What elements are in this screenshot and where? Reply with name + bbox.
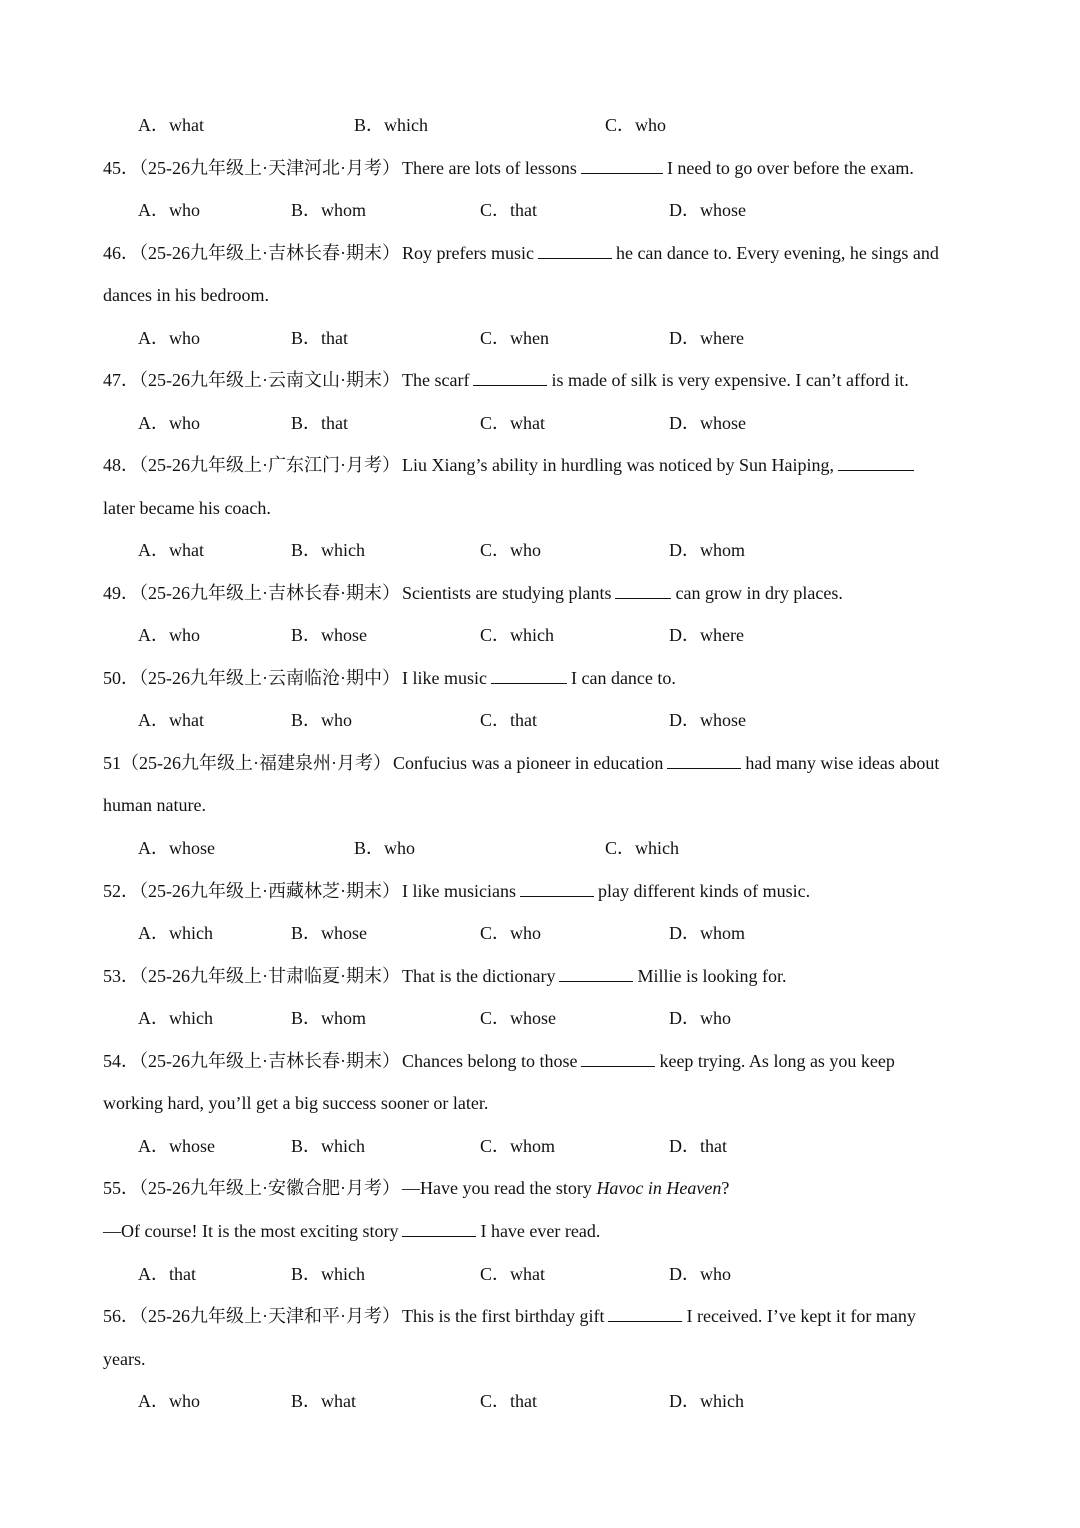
- question-source: （25-26九年级上·吉林长春·期末）: [139, 583, 400, 603]
- question-50-stem: [103, 665, 676, 691]
- stem-text: I like musicians: [401, 881, 516, 901]
- option-b: B．that: [291, 413, 348, 433]
- question-number: 53．: [103, 966, 139, 986]
- option-c: C．who: [605, 115, 667, 135]
- option-d: D．where: [669, 328, 744, 348]
- stem-text: I have ever read.: [480, 1221, 601, 1241]
- option-b: B．which: [291, 540, 365, 560]
- option-d: D．where: [669, 625, 744, 645]
- question-54-stem-line2: [103, 1090, 488, 1116]
- option-a: A．who: [138, 625, 200, 645]
- option-a: A．what: [138, 540, 204, 560]
- question-number: 52．: [103, 881, 139, 901]
- option-a: A．what: [138, 115, 204, 135]
- option-d: D．that: [669, 1136, 727, 1156]
- question-number: 45．: [103, 158, 139, 178]
- question-number: 55．: [103, 1178, 139, 1198]
- option-b: B．whose: [291, 625, 367, 645]
- question-number: 54．: [103, 1051, 139, 1071]
- answer-blank: [538, 241, 612, 259]
- question-source: （25-26九年级上·吉林长春·期末）: [139, 1051, 400, 1071]
- question-number: 49．: [103, 583, 139, 603]
- option-d: D．which: [669, 1391, 744, 1411]
- stem-text: can grow in dry places.: [675, 583, 843, 603]
- question-number: 56．: [103, 1306, 139, 1326]
- answer-blank: [473, 368, 547, 386]
- option-c: C．whom: [480, 1136, 556, 1156]
- question-45-stem: [103, 155, 914, 181]
- stem-text: had many wise ideas about: [745, 753, 940, 773]
- question-source: （25-26九年级上·天津和平·月考）: [139, 1306, 400, 1326]
- stem-text: Roy prefers music: [401, 243, 534, 263]
- option-a: A．that: [138, 1264, 196, 1284]
- question-48-stem-line2: [103, 495, 271, 521]
- option-c: C．whose: [480, 1008, 556, 1028]
- option-a: A．whose: [138, 1136, 215, 1156]
- stem-text: later became his coach.: [103, 498, 271, 518]
- stem-text: That is the dictionary: [401, 966, 556, 986]
- stem-text: human nature.: [103, 795, 206, 815]
- option-c: C．which: [605, 838, 679, 858]
- stem-text: —Of course! It is the most exciting story: [103, 1221, 399, 1241]
- question-49-stem: [103, 580, 843, 606]
- option-c: C．who: [480, 540, 542, 560]
- option-b: B．whom: [291, 1008, 367, 1028]
- answer-blank: [581, 1049, 655, 1067]
- answer-blank: [559, 964, 633, 982]
- option-c: C．what: [480, 1264, 545, 1284]
- question-number: 51: [103, 753, 121, 773]
- option-a: A．what: [138, 710, 204, 730]
- answer-blank: [615, 581, 671, 599]
- answer-blank: [491, 666, 567, 684]
- question-48-stem: [103, 452, 918, 478]
- option-b: B．which: [291, 1136, 365, 1156]
- answer-blank: [608, 1304, 682, 1322]
- option-d: D．who: [669, 1264, 731, 1284]
- question-source: （25-26九年级上·西藏林芝·期末）: [139, 881, 400, 901]
- option-b: B．which: [354, 115, 428, 135]
- stem-text: I need to go over before the exam.: [666, 158, 914, 178]
- option-d: D．who: [669, 1008, 731, 1028]
- stem-text: is made of silk is very expensive. I can’t afford it.: [551, 370, 909, 390]
- option-a: A．which: [138, 1008, 213, 1028]
- stem-text: dances in his bedroom.: [103, 285, 269, 305]
- question-source: （25-26九年级上·天津河北·月考）: [139, 158, 400, 178]
- option-b: B．who: [291, 710, 353, 730]
- question-source: （25-26九年级上·吉林长春·期末）: [139, 243, 400, 263]
- question-number: 50．: [103, 668, 139, 688]
- question-55-stem: [103, 1175, 729, 1201]
- option-a: A．which: [138, 923, 213, 943]
- option-b: B．that: [291, 328, 348, 348]
- question-53-stem: [103, 963, 786, 989]
- stem-text: This is the first birthday gift: [401, 1306, 605, 1326]
- option-d: D．whom: [669, 923, 745, 943]
- answer-blank: [402, 1219, 476, 1237]
- question-51-stem-line2: [103, 792, 206, 818]
- question-46-stem-line2: [103, 282, 269, 308]
- answer-blank: [520, 879, 594, 897]
- option-b: B．what: [291, 1391, 356, 1411]
- stem-text: I can dance to.: [570, 668, 676, 688]
- question-54-stem: [103, 1048, 895, 1074]
- stem-text: play different kinds of music.: [597, 881, 811, 901]
- stem-text: years.: [103, 1349, 146, 1369]
- question-56-stem: [103, 1303, 916, 1329]
- question-47-stem: [103, 367, 909, 393]
- question-source: （25-26九年级上·甘肃临夏·期末）: [139, 966, 400, 986]
- stem-text: The scarf: [401, 370, 470, 390]
- stem-text: Millie is looking for.: [637, 966, 787, 986]
- stem-text: I like music: [401, 668, 487, 688]
- option-c: C．that: [480, 710, 537, 730]
- question-source: （25-26九年级上·福建泉州·月考）: [121, 753, 391, 773]
- stem-text: Liu Xiang’s ability in hurdling was noticed by Sun Haiping,: [401, 455, 834, 475]
- option-c: C．that: [480, 1391, 537, 1411]
- option-c: C．which: [480, 625, 554, 645]
- question-source: （25-26九年级上·云南临沧·期中）: [139, 668, 400, 688]
- option-a: A．who: [138, 1391, 200, 1411]
- option-d: D．whose: [669, 200, 746, 220]
- stem-text: working hard, you’ll get a big success sooner or later.: [103, 1093, 489, 1113]
- option-a: A．who: [138, 328, 200, 348]
- question-source: （25-26九年级上·安徽合肥·月考）: [139, 1178, 400, 1198]
- option-b: B．which: [291, 1264, 365, 1284]
- question-number: 47．: [103, 370, 139, 390]
- question-51-stem: [103, 750, 939, 776]
- stem-text: he can dance to. Every evening, he sings and: [615, 243, 939, 263]
- stem-text: keep trying. As long as you keep: [659, 1051, 895, 1071]
- question-55-stem-line2: [103, 1218, 600, 1244]
- option-b: B．who: [354, 838, 416, 858]
- question-52-stem: [103, 878, 810, 904]
- question-source: （25-26九年级上·广东江门·月考）: [139, 455, 400, 475]
- option-c: C．who: [480, 923, 542, 943]
- stem-text: Confucius was a pioneer in education: [392, 753, 664, 773]
- option-d: D．whose: [669, 710, 746, 730]
- option-c: C．what: [480, 413, 545, 433]
- stem-text: I received. I’ve kept it for many: [686, 1306, 916, 1326]
- question-number: 46．: [103, 243, 139, 263]
- stem-text: Chances belong to those: [401, 1051, 578, 1071]
- stem-text: Scientists are studying plants: [401, 583, 612, 603]
- question-56-stem-line2: [103, 1346, 145, 1372]
- story-title: Havoc in Heaven: [596, 1178, 722, 1198]
- stem-text: —Have you read the story: [401, 1178, 592, 1198]
- answer-blank: [581, 156, 663, 174]
- option-b: B．whom: [291, 200, 367, 220]
- question-source: （25-26九年级上·云南文山·期末）: [139, 370, 400, 390]
- option-a: A．whose: [138, 838, 215, 858]
- option-d: D．whose: [669, 413, 746, 433]
- question-46-stem: [103, 240, 939, 266]
- option-a: A．who: [138, 200, 200, 220]
- answer-blank: [838, 453, 914, 471]
- stem-text: ?: [721, 1178, 730, 1198]
- option-c: C．that: [480, 200, 537, 220]
- option-c: C．when: [480, 328, 549, 348]
- question-number: 48．: [103, 455, 139, 475]
- option-b: B．whose: [291, 923, 367, 943]
- stem-text: There are lots of lessons: [401, 158, 577, 178]
- answer-blank: [667, 751, 741, 769]
- option-a: A．who: [138, 413, 200, 433]
- option-d: D．whom: [669, 540, 745, 560]
